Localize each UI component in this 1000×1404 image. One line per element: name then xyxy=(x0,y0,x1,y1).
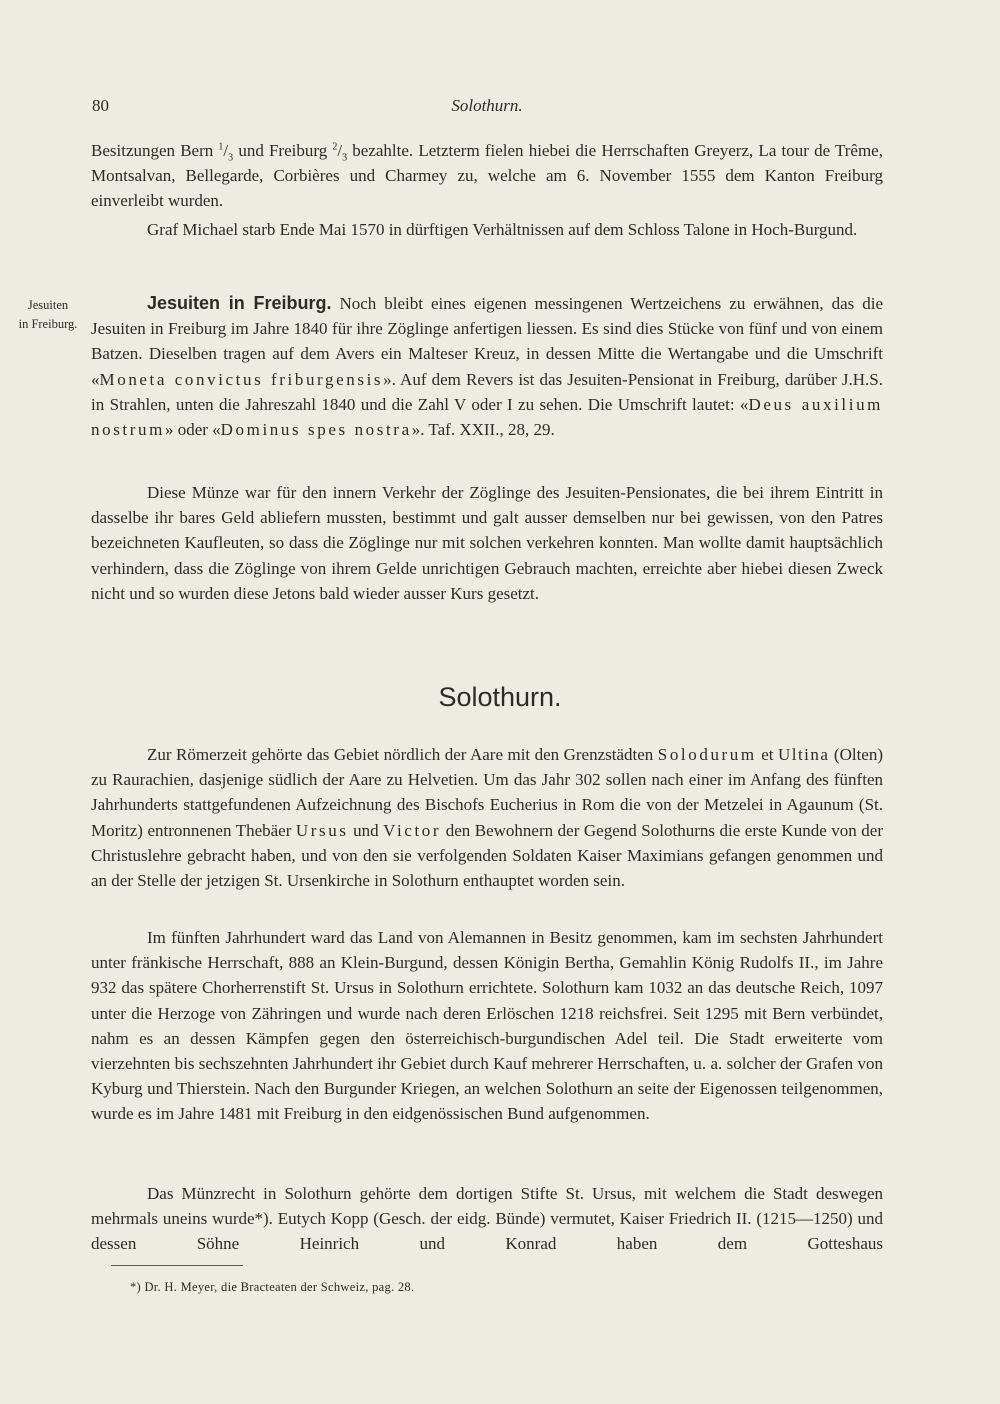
person-name: Victor xyxy=(383,820,442,840)
coin-legend: Moneta convictus friburgensis xyxy=(99,369,384,389)
text-run: bezahlte. Letzterm fielen hiebei die Herrschaften Greyerz, La tour de Trême, Montsalvan, Bellegarde, Corbières und Charmey zu, welche am 6. November 1555 dem Kanton Freiburg einverleibt wurden. xyxy=(91,141,883,211)
running-head: Solothurn. xyxy=(451,96,523,115)
text-run: Noch bleibt eines eigenen messingenen Wertzeichens zu erwähnen, das die Jesuiten in Freiburg im Jahre 1840 für ihre Zöglinge anfertigen liessen. Es sind dies Stücke von fünf und von einem Batzen. Dieselben tragen auf dem Avers ein Malteser Kreuz, in dessen Mitte die Wertangabe und die Umschrift « xyxy=(91,294,883,389)
solothurn-paragraph-1 xyxy=(91,742,883,893)
margin-note-line: Jesuiten xyxy=(27,298,69,312)
jesuits-paragraph-2: Diese Münze war für den innern Verkehr der Zöglinge des Jesuiten-Pensionates, die bei ihrem Eintritt in dasselbe ihr bares Geld abliefern mussten, bestimmt und galt ausser demselben nur bei gewissen, von den Patres bezeichneten Kaufleuten, so dass die Zöglinge nur mit solchen verkehren konnten. Man wollte damit hauptsächlich verhindern, dass die Zöglinge von ihrem Gelde unrichtigen Gebrauch machten, erreichte aber hiebei diesen Zweck nicht und so wurden diese Jetons bald wieder ausser Kurs gesetzt. xyxy=(91,483,883,603)
page-number: 80 xyxy=(92,96,109,115)
text-run: Besitzungen Bern xyxy=(91,141,219,160)
fraction-numerator: 1 xyxy=(218,141,224,153)
text-run: Zur Römerzeit gehörte das Gebiet nördlich der Aare mit den Grenzstädten xyxy=(147,745,658,764)
solothurn-paragraph-2: Im fünften Jahrhundert ward das Land von Alemannen in Besitz genommen, kam im sechsten Jahrhundert unter fränkische Herrschaft, 888 an Klein-Burgund, dessen Königin Bertha, Gemahlin König Rudolfs II., im Jahre 932 das spätere Chorherrenstift St. Ursus in Solothurn errichtete. Solothurn kam 1032 an das deutsche Reich, 1097 unter die Herzoge von Zähringen und wurde nach deren Erlöschen 1218 reichsfrei. Seit 1295 mit Bern verbündet, nahm es an dessen Kämpfen gegen den österreichisch-burgundischen Adel teil. Die Stadt erweiterte vom vierzehnten bis sechszehnten Jahrhundert ihr Gebiet durch Kauf mehrerer Herrschaften, u. a. solcher der Grafen von Kyburg und Thierstein. Nach den Burgunder Kriegen, an welchen Solothurn an seite der Eigenossen teilgenommen, wurde es im Jahre 1481 mit Freiburg in den eidgenössischen Bund aufgenommen. xyxy=(91,928,883,1124)
solothurn-paragraph-3: Das Münzrecht in Solothurn gehörte dem dortigen Stifte St. Ursus, mit welchem die Stadt deswegen mehrmals uneins wurde*). Eutych Kopp (Gesch. der eidg. Bünde) vermutet, Kaiser Friedrich II. (1215—1250) und dessen Söhne Heinrich und Konrad haben dem Gotteshaus xyxy=(91,1184,883,1254)
margin-note-line: in Freiburg. xyxy=(18,317,78,331)
section-title: Solothurn. xyxy=(438,682,562,712)
text-run: und xyxy=(348,820,384,840)
jesuits-paragraph-1 xyxy=(91,291,883,442)
footnote: *) Dr. H. Meyer, die Bracteaten der Schweiz, pag. 28. xyxy=(130,1280,415,1294)
place-name: Solodurum xyxy=(657,745,757,764)
text-run: ». Auf dem Revers ist das Jesuiten-Pensionat in Freiburg, darüber J.H.S. in Strahlen, unten die Jahreszahl 1840 und die Zahl V oder I zu sehen. Die Umschrift lautet: « xyxy=(91,369,883,414)
fraction-denominator: 3 xyxy=(342,152,348,164)
margin-note xyxy=(8,296,88,334)
person-name: Ursus xyxy=(295,820,349,840)
page-header xyxy=(92,96,882,120)
text-run: (Olten) zu Raurachien, dasjenige südlich der Aare zu Helvetien. Um das Jahr 302 sollen nach einer im Anfang des fünften Jahrhunderts stattgefundenen Aufzeichnung des Bischofs Eucherius in Rom die von der Metzelei in Agaunum (St. Moritz) entronnenen Thebäer xyxy=(91,745,883,840)
place-name: Ultina xyxy=(777,745,830,764)
intro-paragraph-1: Besitzungen Bern $^1/_3$ und Freiburg $^2/_3$ bezahlte. Letzterm fielen hiebei die Herrschaften Greyerz, La tour de Trême, Montsalvan, Bellegarde, Corbières und Charmey zu, welche am 6. November 1555 dem Kanton Freiburg einverleibt wurden. xyxy=(91,141,883,211)
text-run: et xyxy=(756,745,778,764)
text-run: ». Taf. XXII., 28, 29. xyxy=(411,420,555,440)
text-run: » oder « xyxy=(164,420,221,440)
coin-legend: Dominus spes nostra xyxy=(220,420,412,440)
coin-legend: Deus auxilium nostrum xyxy=(91,394,883,440)
intro-paragraph-2: Graf Michael starb Ende Mai 1570 in dürftigen Verhältnissen auf dem Schloss Talone in Hoch-Burgund. xyxy=(147,220,858,239)
text-run: den Bewohnern der Gegend Solothurns die erste Kunde von der Christuslehre gebracht haben, und von den sie verfolgenden Soldaten Kaiser Maximians gefangen genommen und an der Stelle der jetzigen St. Ursenkirche in Solothurn enthauptet worden sein. xyxy=(91,820,884,891)
fraction-denominator: 3 xyxy=(228,152,234,164)
section-heading-jesuits: Jesuiten in Freiburg. xyxy=(147,293,332,313)
fraction-numerator: 2 xyxy=(332,141,338,153)
footnote-rule xyxy=(111,1265,243,1266)
text-run: und Freiburg xyxy=(233,141,333,160)
